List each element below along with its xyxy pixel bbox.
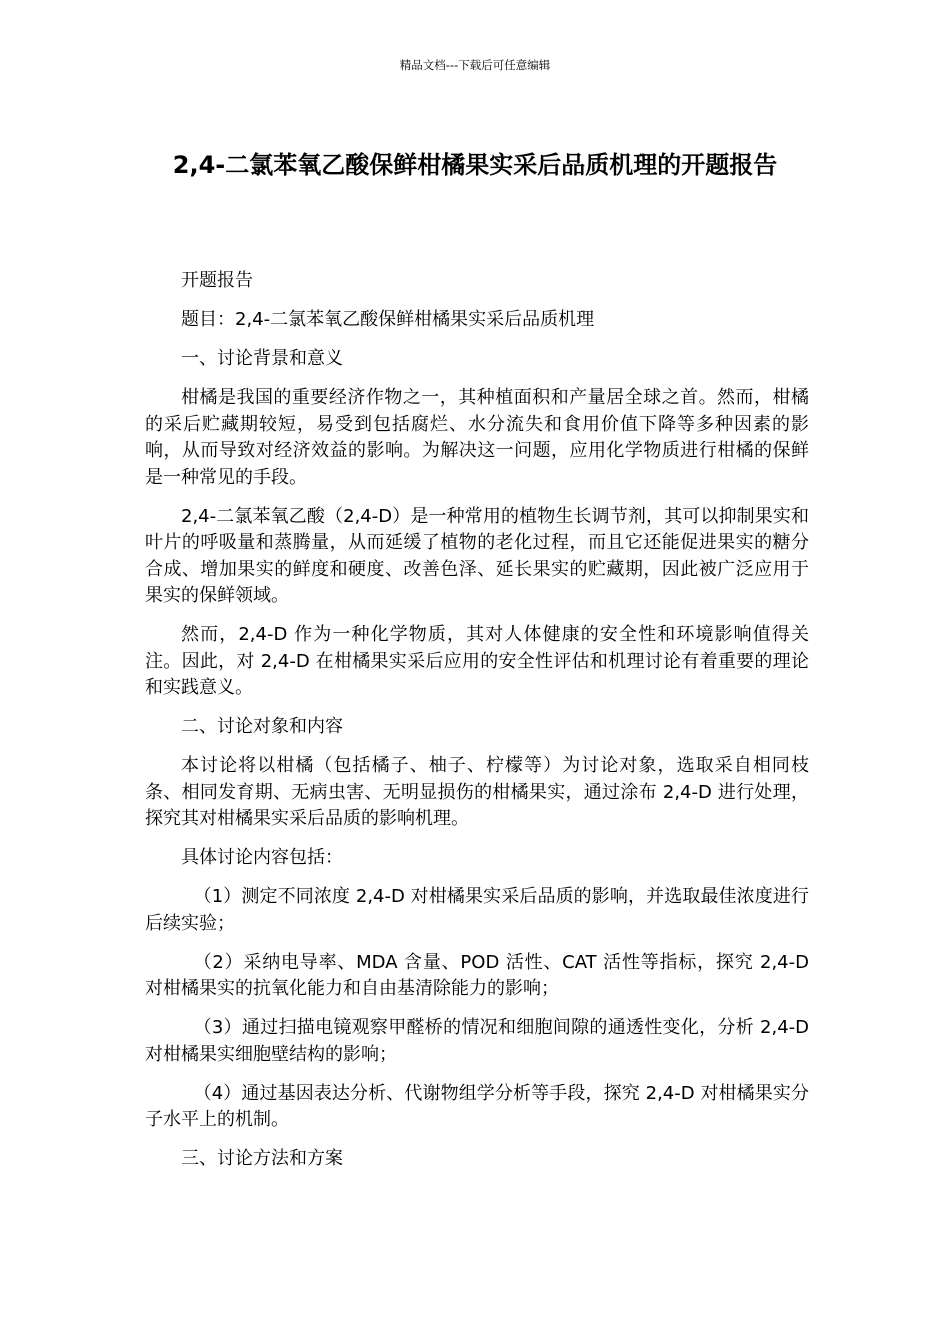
- paragraph-content-lead: 具体讨论内容包括：: [181, 847, 343, 868]
- paragraph-research-object: 本讨论将以柑橘（包括橘子、柚子、柠檬等）为讨论对象，选取采自相同枝条、相同发育期、无病虫害、无明显损伤的柑橘果实，通过涂布 2,4-D 进行处理，探究其对柑橘果实采后品质的影响机理。: [145, 755, 809, 829]
- list-item-3: （3）通过扫描电镜观察甲醛桥的情况和细胞间隙的通透性变化，分析 2,4-D 对柑橘果实细胞壁结构的影响；: [145, 1017, 809, 1065]
- list-item-2: （2）采纳电导率、MDA 含量、POD 活性、CAT 活性等指标，探究 2,4-D 对柑橘果实的抗氧化能力和自由基清除能力的影响；: [145, 951, 809, 999]
- section-heading-methods: 三、讨论方法和方案: [181, 1148, 343, 1169]
- paragraph-citrus-intro: 柑橘是我国的重要经济作物之一，其种植面积和产量居全球之首。然而，柑橘的采后贮藏期较短，易受到包括腐烂、水分流失和食用价值下降等多种因素的影响，从而导致对经济效益的影响。为解决这一问题，应用化学物质进行柑橘的保鲜是一种常见的手段。: [145, 387, 809, 488]
- header-note: 精品文档---下载后可任意编辑: [399, 58, 551, 72]
- topic-line: 题目：2,4-二氯苯氧乙酸保鲜柑橘果实采后品质机理: [181, 309, 595, 330]
- document-title: 2,4-二氯苯氧乙酸保鲜柑橘果实采后品质机理的开题报告: [172, 151, 778, 179]
- section-label: 开题报告: [181, 270, 253, 291]
- list-item-1: （1）测定不同浓度 2,4-D 对柑橘果实采后品质的影响，并选取最佳浓度进行后续实验；: [145, 886, 809, 934]
- section-heading-background: 一、讨论背景和意义: [181, 348, 343, 369]
- paragraph-safety: 然而，2,4-D 作为一种化学物质，其对人体健康的安全性和环境影响值得关注。因此，对 2,4-D 在柑橘果实采后应用的安全性评估和机理讨论有着重要的理论和实践意义。: [145, 624, 809, 698]
- list-item-4: （4）通过基因表达分析、代谢物组学分析等手段，探究 2,4-D 对柑橘果实分子水平上的机制。: [145, 1082, 809, 1130]
- document-body: [145, 268, 809, 1185]
- section-heading-objects: 二、讨论对象和内容: [181, 716, 343, 737]
- paragraph-24d-intro: 2,4-二氯苯氧乙酸（2,4-D）是一种常用的植物生长调节剂，其可以抑制果实和叶片的呼吸量和蒸腾量，从而延缓了植物的老化过程，而且它还能促进果实的糖分合成、增加果实的鲜度和硬度、改善色泽、延长果实的贮藏期，因此被广泛应用于果实的保鲜领域。: [145, 505, 809, 606]
